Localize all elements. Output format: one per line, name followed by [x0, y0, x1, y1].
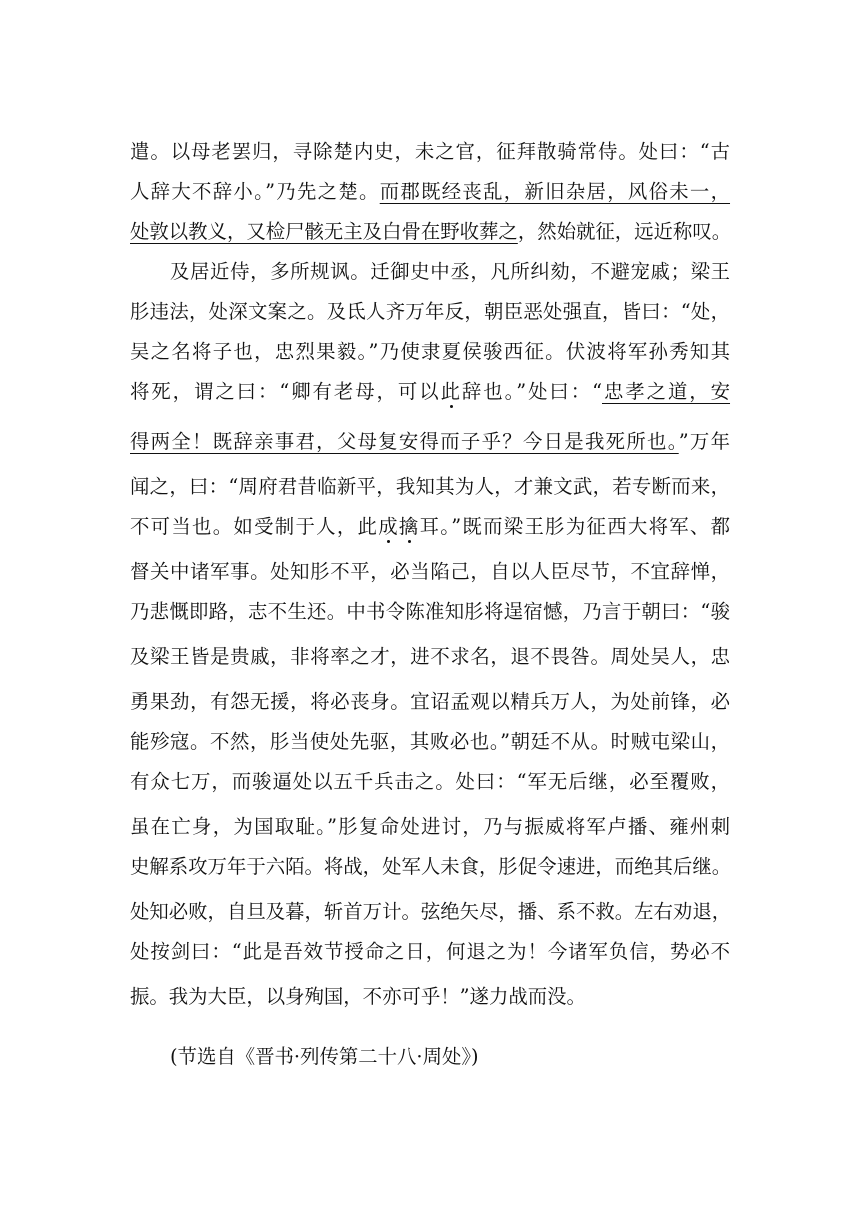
- text-line: [170, 257, 730, 287]
- text-line: [130, 937, 730, 967]
- text-segment: 将死，谓之曰：“卿有老母，可以: [130, 380, 441, 403]
- text-segment: 人辞大不辞小。”乃先之楚。: [130, 180, 380, 203]
- text-segment: 能殄寇。不然，肜当使处先驱，其败必也。”朝廷不从。时贼屯梁山，: [130, 730, 730, 753]
- underlined-sentence: 处敦以教义，又检尸骸无主及白骨在野收葬之: [130, 220, 518, 243]
- text-line: [130, 512, 730, 542]
- text-line: [130, 427, 730, 457]
- text-segment: 史解系攻万年于六陌。将战，处军人未食，肜促令速进，而绝其后继。: [130, 855, 732, 878]
- text-segment: ”万年: [678, 430, 730, 453]
- text-segment: 闻之，曰：“周府君昔临新平，我知其为人，才兼文武，若专断而来，: [130, 475, 730, 498]
- text-line: [130, 557, 730, 587]
- text-line: [130, 727, 730, 757]
- text-segment: 不可当也。如受制于人，此: [130, 515, 379, 538]
- dotted-character: 成: [378, 515, 399, 538]
- text-line: [130, 642, 730, 672]
- text-line: [130, 297, 730, 327]
- text-segment: 勇果劲，有怨无援，将必丧身。宜诏孟观以精兵万人，为处前锋，必: [130, 690, 730, 713]
- text-segment: 振。我为大臣，以身殉国，不亦可乎！”遂力战而没。: [130, 985, 586, 1008]
- text-line: [130, 377, 730, 407]
- source-citation: (节选自《晋书·列传第二十八·周处》): [170, 1045, 479, 1068]
- text-segment: 及梁王皆是贵戚，非将率之才，进不求名，退不畏咎。周处吴人，忠: [130, 645, 730, 668]
- text-page: [130, 0, 730, 1216]
- text-line: [130, 812, 730, 842]
- text-segment: 肜违法，处深文案之。及氐人齐万年反，朝臣恶处强直，皆曰：“处，: [130, 300, 730, 323]
- dotted-character: 擒: [398, 515, 420, 538]
- text-line: [130, 767, 730, 797]
- underlined-sentence: 忠孝之道，安: [602, 380, 731, 403]
- text-segment: ，然始就征，远近称叹。: [517, 220, 732, 243]
- text-segment: 辞也。”处曰：“: [461, 380, 602, 403]
- text-segment: 处按剑曰：“此是吾效节授命之日，何退之为！今诸军负信，势必不: [130, 940, 730, 963]
- text-segment: 有众七万，而骏逼处以五千兵击之。处曰：“军无后继，必至覆败，: [130, 770, 730, 793]
- text-line: [130, 472, 730, 502]
- text-segment: 耳。”既而梁王肜为征西大将军、都: [419, 515, 731, 538]
- text-segment: 及居近侍，多所规讽。迁御史中丞，凡所纠劾，不避宠戚；梁王: [170, 260, 730, 283]
- text-line: [130, 137, 730, 167]
- text-line: [130, 687, 730, 717]
- text-segment: 乃悲慨即路，志不生还。中书令陈准知肜将逞宿憾，乃言于朝曰：“骏: [130, 600, 730, 623]
- text-segment: 遣。以母老罢归，寻除楚内史，未之官，征拜散骑常侍。处曰：“古: [130, 140, 730, 163]
- text-line: [130, 982, 730, 1012]
- text-segment: 吴之名将子也，忠烈果毅。”乃使隶夏侯骏西征。伏波将军孙秀知其: [130, 340, 730, 363]
- text-segment: 督关中诸军事。处知肜不平，必当陷己，自以人臣尽节，不宜辞惮，: [130, 560, 730, 583]
- text-line: [130, 337, 730, 367]
- text-line: [130, 597, 730, 627]
- text-line: [130, 217, 730, 247]
- text-segment: 虽在亡身，为国取耻。”肜复命处进讨，乃与振威将军卢播、雍州刺: [130, 815, 730, 838]
- underlined-sentence: 而郡既经丧乱，新旧杂居，风俗未一，: [379, 180, 731, 203]
- text-line: [130, 852, 730, 882]
- dotted-character: 此: [440, 380, 462, 403]
- underlined-sentence: 得两全！既辞亲事君，父母复安得而子乎？今日是我死所也。: [130, 430, 679, 453]
- text-line: [130, 897, 730, 927]
- text-segment: 处知必败，自旦及暮，斩首万计。弦绝矢尽，播、系不救。左右劝退，: [130, 900, 732, 923]
- text-line: [130, 177, 730, 207]
